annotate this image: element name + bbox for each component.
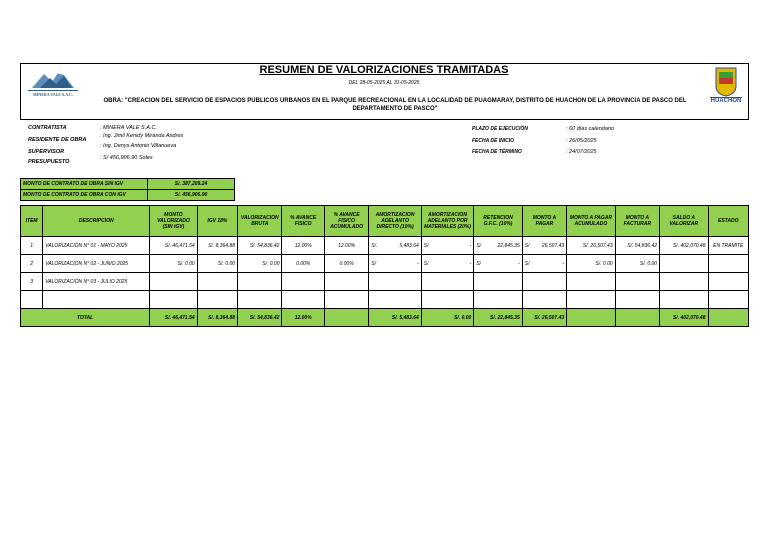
cell-amort-materials (421, 237, 474, 255)
currency-symbol: S/. (371, 242, 378, 249)
cell-balance: S/. 402,070.48 (660, 237, 708, 255)
cell-progress: 12.00% (282, 237, 324, 255)
cell-item: 3 (21, 273, 43, 291)
resident-value: : Ing. Jimil Kenidy Miranda Andres (100, 133, 184, 139)
cell-retention (474, 273, 522, 291)
table-row-empty (21, 291, 749, 309)
col-header-invoice: MONTO A FACTURAR (615, 206, 659, 237)
cell-progress-acc (324, 273, 368, 291)
cell-value: - (417, 260, 419, 267)
supervisor-label: SUPERVISOR (28, 149, 65, 155)
col-header-amort-direct: AMORTIZACION ADELANTO DIRECTO (10%) (369, 206, 422, 237)
cell-value: - (469, 242, 472, 249)
date-range: DEL 28-05-2025 AL 31-05-2025 (348, 80, 420, 86)
end-date-value: : 24/07/2025 (566, 149, 597, 155)
currency-symbol: S/ (423, 260, 429, 267)
cell-amort-direct (369, 255, 422, 273)
empty-cell (43, 291, 150, 309)
cell-pay-acc: S/. 0.00 (567, 255, 615, 273)
end-date-label: FECHA DE TÉRMINO (472, 149, 522, 155)
cell-balance (660, 255, 708, 273)
cell-description: VALORIZACIÓN N° 01 - MAYO 2025 (43, 237, 150, 255)
cell-gross: S/. 0.00 (238, 255, 282, 273)
empty-cell (615, 291, 659, 309)
currency-symbol: S/ (476, 242, 482, 249)
page-title: RESUMEN DE VALORIZACIONES TRAMITADAS (259, 64, 509, 76)
currency-symbol: S/ (423, 242, 429, 249)
col-header-igv: IGV 18% (197, 206, 237, 237)
col-header-progress-acc: % AVANCE FISICO ACUMULADO (324, 206, 368, 237)
contract-amount-value: S/. 456,906.90 (148, 190, 235, 201)
empty-cell (197, 291, 237, 309)
cell-status: EN TRAMITE (708, 237, 749, 255)
cell-balance (660, 273, 708, 291)
empty-cell (369, 291, 422, 309)
currency-symbol: S/ (524, 260, 530, 267)
cell-progress-acc: 12.00% (324, 237, 368, 255)
cell-status (708, 255, 749, 273)
total-invoice (615, 309, 659, 327)
cell-retention (474, 237, 522, 255)
col-header-amount: MONTO VALORIZADO (SIN IGV) (150, 206, 197, 237)
col-header-pay: MONTO A PAGAR (522, 206, 566, 237)
table-row (21, 255, 749, 273)
project-description: OBRA: "CREACION DEL SERVICIO DE ESPACIOS PUBLICOS URBANOS EN EL PARQUE RECREACIONAL EN LA LOCALIDAD DE PUAGMARAY, DISTRITO DE HUACHON DE LA PROVINCIA DE PASCO DEL DEPARTAMENTO DE PASCO" (103, 98, 687, 112)
cell-progress (282, 273, 324, 291)
cell-amount (150, 273, 197, 291)
col-header-retention: RETENCION G.F.C. (10%) (474, 206, 522, 237)
term-label: PLAZO DE EJECUCIÓN (472, 126, 528, 132)
total-amort-materials: S/. 0.00 (421, 309, 474, 327)
total-balance: S/. 402,070.48 (660, 309, 708, 327)
term-value: : 60 días calendario (566, 126, 615, 132)
cell-gross (238, 273, 282, 291)
cell-amort-materials (421, 255, 474, 273)
empty-cell (567, 291, 615, 309)
empty-cell (282, 291, 324, 309)
cell-igv (197, 273, 237, 291)
total-amount: S/. 46,471.54 (150, 309, 197, 327)
cell-amount: S/. 0.00 (150, 255, 197, 273)
cell-progress-acc: 0.00% (324, 255, 368, 273)
empty-cell (708, 291, 749, 309)
cell-amort-direct (369, 273, 422, 291)
cell-value: - (469, 260, 472, 267)
total-amort-direct: S/. 5,483.64 (369, 309, 422, 327)
total-igv: S/. 8,364.88 (197, 309, 237, 327)
cell-value: - (518, 260, 520, 267)
cell-pay-acc: S/. 26,507.43 (567, 237, 615, 255)
total-progress: 12.00% (282, 309, 324, 327)
col-header-pay-acc: MONTO A PAGAR ACUMULADO (567, 206, 615, 237)
contract-amount-label: MONTO DE CONTRATO DE OBRA CON IGV (21, 190, 148, 201)
total-pay: S/. 26,507.43 (522, 309, 566, 327)
empty-cell (238, 291, 282, 309)
empty-cell (660, 291, 708, 309)
total-row (21, 309, 749, 327)
total-gross: S/. 54,836.42 (238, 309, 282, 327)
currency-symbol: S/ (476, 260, 482, 267)
col-header-item: ITEM (21, 206, 43, 237)
contract-amount-label: MONTO DE CONTRATO DE OBRA SIN IGV (21, 179, 148, 190)
empty-cell (474, 291, 522, 309)
table-row (21, 273, 749, 291)
cell-pay (522, 255, 566, 273)
cell-pay (522, 273, 566, 291)
start-date-value: : 26/05/2025 (566, 138, 597, 144)
cell-retention (474, 255, 522, 273)
start-date-label: FECHA DE INICIO (472, 138, 515, 144)
contractor-label: CONTRATISTA (28, 125, 67, 131)
col-header-gross: VALORIZACION BRUTA (238, 206, 282, 237)
empty-cell (21, 291, 43, 309)
valuations-table (20, 205, 749, 327)
col-header-progress: % AVANCE FISICO (282, 206, 324, 237)
col-header-status: ESTADO (708, 206, 749, 237)
cell-item: 1 (21, 237, 43, 255)
contract-amount-row (21, 179, 235, 190)
empty-cell (421, 291, 474, 309)
currency-symbol: S/ (371, 260, 377, 267)
empty-cell (324, 291, 368, 309)
cell-igv: S/. 8,364.88 (197, 237, 237, 255)
cell-pay-acc (567, 273, 615, 291)
table-row (21, 237, 749, 255)
contract-amount-row (21, 190, 235, 201)
cell-invoice: S/. 54,836.42 (615, 237, 659, 255)
company-logo-text: MINERA VALE S.A.C. (33, 92, 73, 97)
total-pay-acc (567, 309, 615, 327)
cell-amort-materials (421, 273, 474, 291)
resident-label: RESIDENTE DE OBRA (28, 137, 87, 143)
cell-amount: S/. 46,471.54 (150, 237, 197, 255)
cell-description: VALORIZACIÓN N° 03 - JULIO 2025 (43, 273, 150, 291)
cell-item: 2 (21, 255, 43, 273)
cell-value: - (562, 260, 565, 267)
cell-value: 26,507.43 (541, 242, 565, 249)
cell-value: 5,483.64 (399, 242, 419, 249)
empty-cell (522, 291, 566, 309)
cell-amort-direct (369, 237, 422, 255)
total-retention: S/. 22,845.35 (474, 309, 522, 327)
col-header-amort-materials: AMORTIZACION ADELANTO POR MATERIALES (20%) (421, 206, 474, 237)
cell-invoice: S/. 0.00 (615, 255, 659, 273)
cell-progress: 0.00% (282, 255, 324, 273)
empty-cell (150, 291, 197, 309)
col-header-description: DESCRIPCION (43, 206, 150, 237)
cell-invoice (615, 273, 659, 291)
total-status (708, 309, 749, 327)
total-label: TOTAL (21, 309, 150, 327)
contract-amount-value: S/. 387,209.24 (148, 179, 235, 190)
contractor-value: : MINERA VALE S.A.C. (100, 125, 157, 131)
cell-igv: S/. 0.00 (197, 255, 237, 273)
col-header-balance: SALDO A VALORIZAR (660, 206, 708, 237)
currency-symbol: S/ (524, 242, 530, 249)
budget-value: : S/ 456,906.90 Soles (100, 155, 153, 161)
cell-description: VALORIZACIÓN N° 02 - JUNIO 2025 (43, 255, 150, 273)
contract-amounts-table (20, 178, 235, 201)
municipality-logo-text: HUACHON (710, 98, 742, 102)
budget-label: PRESUPUESTO (28, 159, 70, 165)
table-header-row (21, 206, 749, 237)
cell-pay (522, 237, 566, 255)
cell-gross: S/. 54,836.42 (238, 237, 282, 255)
supervisor-value: : Ing. Denys Antonio Villanueva (100, 143, 177, 149)
cell-status (708, 273, 749, 291)
total-progress-acc (324, 309, 368, 327)
cell-value: 22,845.35 (497, 242, 520, 249)
